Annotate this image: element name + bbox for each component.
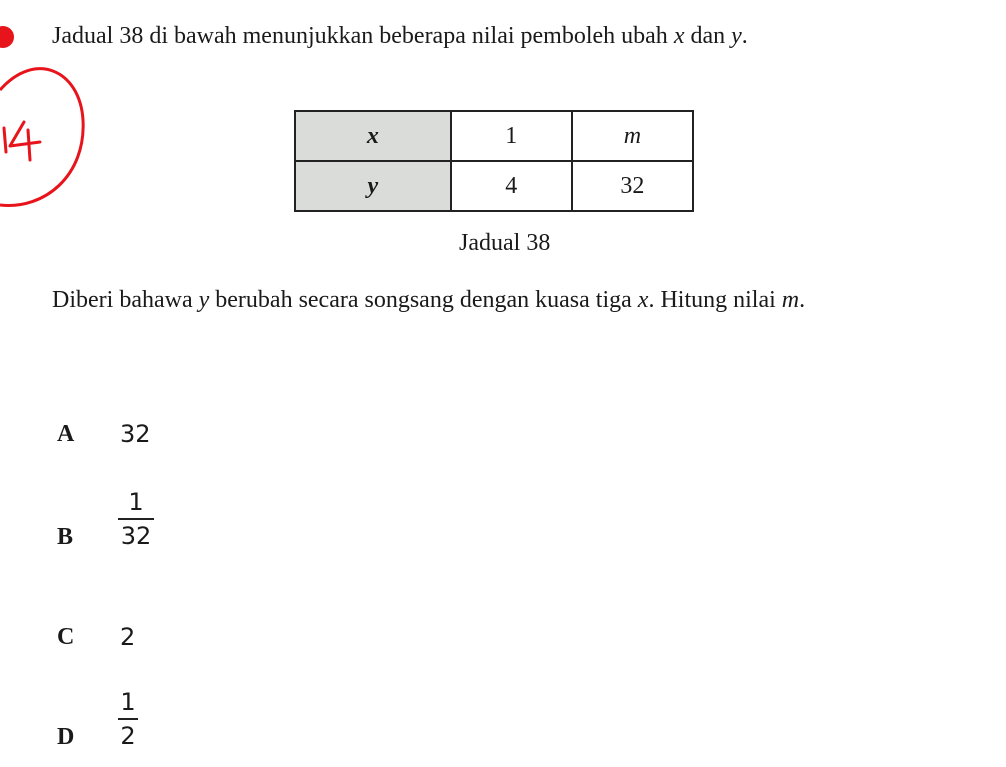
table-cell: 1 [451, 111, 572, 161]
table-cell: 4 [451, 161, 572, 211]
fraction-denominator: 2 [120, 722, 136, 750]
table-row [295, 161, 693, 211]
option-b-fraction[interactable] [118, 488, 154, 550]
handwritten-digit-1 [4, 128, 6, 152]
fraction-bar [118, 518, 154, 520]
intro-text: Jadual 38 di bawah menunjukkan beberapa nilai pemboleh ubah x dan y. [52, 23, 748, 49]
option-c-letter[interactable]: C [57, 624, 75, 650]
fraction-denominator: 32 [120, 522, 152, 550]
fraction-numerator: 1 [128, 488, 144, 516]
option-d-fraction[interactable] [118, 688, 138, 750]
red-ink-arc [0, 69, 83, 206]
values-table [294, 110, 694, 212]
option-a-value[interactable]: 32 [120, 420, 151, 448]
question-text: Diberi bahawa y berubah secara songsang dengan kuasa tiga x. Hitung nilai m. [52, 287, 806, 313]
handwritten-digit-4 [10, 122, 40, 160]
table-cell: 32 [572, 161, 693, 211]
row-header-x: x [295, 111, 451, 161]
option-d-letter[interactable]: D [57, 724, 75, 750]
fraction-numerator: 1 [120, 688, 136, 716]
table-cell: m [572, 111, 693, 161]
var-x: x [673, 23, 685, 49]
row-header-y: y [295, 161, 451, 211]
fraction-bar [118, 718, 138, 720]
table-row [295, 111, 693, 161]
option-c-value[interactable]: 2 [120, 623, 136, 651]
var-m: m [781, 287, 800, 313]
option-b-letter[interactable]: B [57, 524, 74, 550]
var-y: y [198, 287, 210, 313]
table-caption: Jadual 38 [459, 230, 551, 256]
var-y: y [731, 23, 742, 49]
var-x: x [637, 287, 649, 313]
red-ink-dot [0, 26, 14, 48]
option-a-letter[interactable]: A [57, 421, 75, 447]
